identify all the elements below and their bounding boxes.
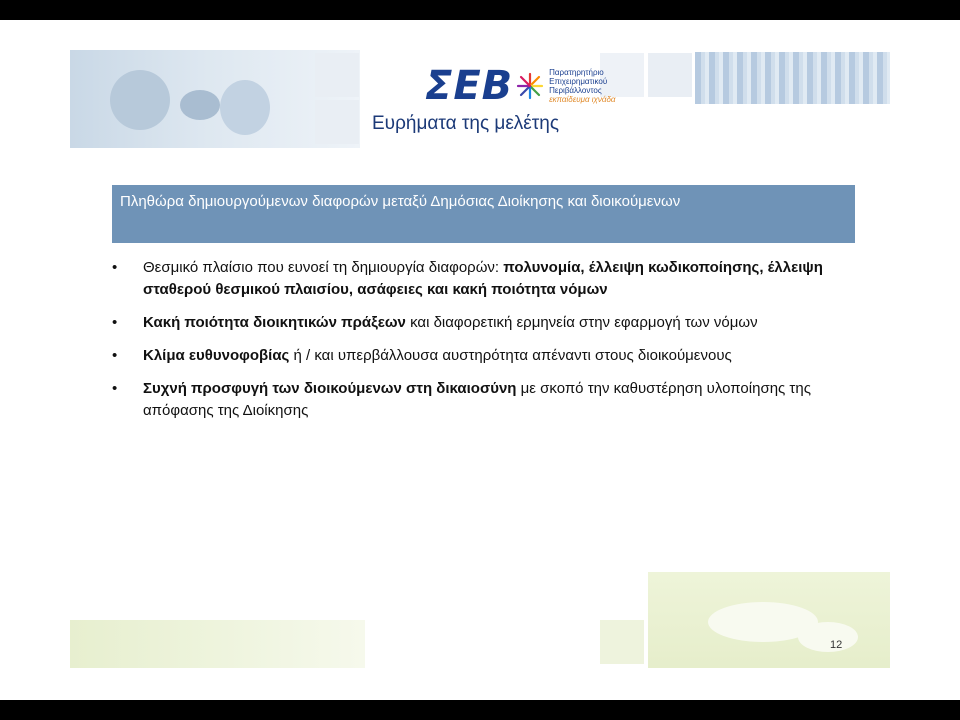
bullet-item: • Κακή ποιότητα διοικητικών πράξεων και διαφορετική ερμηνεία στην εφαρμογή των νόμων — [112, 312, 852, 334]
header-photo-right — [695, 52, 890, 104]
bullet-marker: • — [112, 259, 118, 276]
page-number: 12 — [830, 639, 843, 651]
slide-title: Ευρήματα της μελέτης — [372, 113, 559, 134]
footer-square — [600, 620, 644, 664]
bullet-item: • Συχνή προσφυγή των διοικούμενων στη δικαιοσύνη με σκοπό την καθυστέρηση υλοποίησης της απόφασης της Διοίκησης — [112, 380, 811, 419]
bullet-marker: • — [112, 314, 118, 331]
bullet-marker: • — [112, 347, 118, 364]
sev-logo — [425, 64, 615, 108]
logo-wordmark: ΣΕΒ — [425, 63, 514, 109]
logo-star-icon — [515, 71, 545, 101]
bullet-item: • Θεσμικό πλαίσιο που ευνοεί τη δημιουργία διαφορών: πολυνομία, έλλειψη κωδικοποίησης, έλλειψη σταθερού θεσμικού πλαισίου, ασάφειες και κακή ποιότητα νόμων — [112, 259, 823, 298]
highlight-box — [112, 185, 855, 243]
highlight-box-text: Πληθώρα δημιουργούμενων διαφορών μεταξύ Δημόσιας Διοίκησης και διοικούμενων — [120, 193, 681, 210]
bullet-item: • Κλίμα ευθυνοφοβίας ή / και υπερβάλλουσα αυστηρότητα απέναντι στους διοικούμενους — [112, 345, 852, 367]
footer-photo-right — [648, 572, 890, 668]
bullet-marker: • — [112, 380, 118, 397]
header-square — [648, 53, 692, 97]
header-square — [315, 53, 359, 97]
logo-subtitle: Παρατηρητήριο Επιχειρηματικού Περιβάλλοντος εκπαίδευμα ιχνάδα — [549, 68, 616, 104]
header-square — [315, 100, 359, 144]
slide — [0, 20, 960, 700]
bullet-list — [112, 257, 852, 433]
footer-band-left — [70, 620, 365, 668]
